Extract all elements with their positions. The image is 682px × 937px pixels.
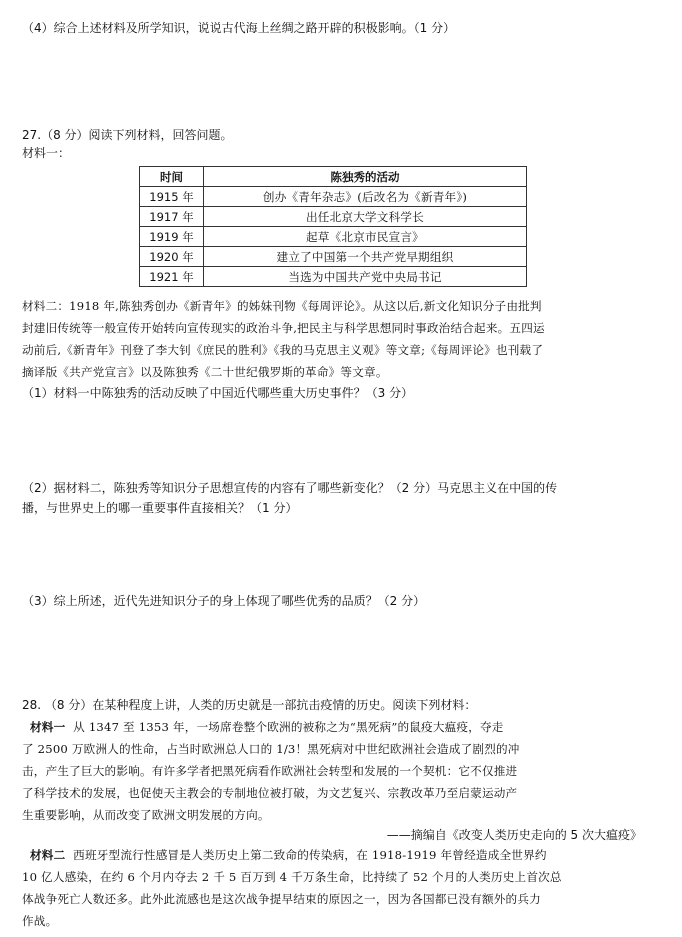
table-cell: 1921 年	[140, 267, 204, 287]
material-1-first-line	[30, 719, 504, 735]
table-row	[140, 207, 527, 227]
material-1-text: 从 1347 至 1353 年，一场席卷整个欧洲的被称之为“黑死病”的鼠疫大瘟疫，夺走	[73, 720, 504, 734]
table-row	[140, 267, 527, 287]
material-1-line: 击，产生了巨大的影响。有许多学者把黑死病看作欧洲社会转型和发展的一个契机：它不仅推进	[22, 764, 518, 778]
table-cell: 建立了中国第一个共产党早期组织	[204, 247, 527, 267]
question-27-title: 27.（8 分）阅读下列材料，回答问题。	[22, 128, 233, 142]
table-cell: 当选为中国共产党中央局书记	[204, 267, 527, 287]
table-row	[140, 247, 527, 267]
material-1-line: 生重要影响，从而改变了欧洲文明发展的方向。	[22, 808, 270, 822]
material-2-label: 材料二	[30, 848, 66, 862]
material-1-label: 材料一：	[22, 146, 71, 160]
material-2-text: 西班牙型流行性感冒是人类历史上第二致命的传染病，在 1918-1919 年曾经造成全世界约	[73, 848, 547, 862]
table-cell: 起草《北京市民宣言》	[204, 227, 527, 247]
question-4: （4）综合上述材料及所学知识，说说古代海上丝绸之路开辟的积极影响。（1 分）	[22, 21, 456, 35]
table-header: 时间	[140, 167, 204, 187]
table-row	[140, 227, 527, 247]
question-27-2-line: 播，与世界史上的哪一重要事件直接相关？（1 分）	[22, 501, 298, 515]
activity-table	[139, 166, 527, 287]
material-2-line: 10 亿人感染，在约 6 个月内夺去 2 千 5 百万到 4 千万条生命，比持续了 52 个月的人类历史上首次总	[22, 870, 562, 884]
table-header-row	[140, 167, 527, 187]
question-27-1: （1）材料一中陈独秀的活动反映了中国近代哪些重大历史事件？（3 分）	[22, 386, 414, 400]
material-2-line: 材料二：1918 年,陈独秀创办《新青年》的姊妹刊物《每周评论》。从这以后,新文化知识分子由批判	[22, 299, 542, 313]
table-cell: 1915 年	[140, 187, 204, 207]
table-cell: 创办《青年杂志》(后改名为《新青年》)	[204, 187, 527, 207]
table-cell: 出任北京大学文科学长	[204, 207, 527, 227]
material-2-first-line	[30, 847, 547, 863]
material-1-line: 了 2500 万欧洲人的性命，占当时欧洲总人口的 1/3！黑死病对中世纪欧洲社会造成了剧烈的冲	[22, 742, 520, 756]
table-cell: 1917 年	[140, 207, 204, 227]
material-2-line: 作战。	[22, 914, 58, 928]
question-27-3: （3）综上所述，近代先进知识分子的身上体现了哪些优秀的品质？（2 分）	[22, 594, 426, 608]
table-header: 陈独秀的活动	[204, 167, 527, 187]
material-2-line: 动前后,《新青年》刊登了李大钊《庶民的胜利》《我的马克思主义观》等文章;《每周评论》也刊载了	[22, 343, 544, 357]
material-1-label: 材料一	[30, 720, 66, 734]
table-row	[140, 187, 527, 207]
question-28-title: 28. （8 分）在某种程度上讲，人类的历史就是一部抗击疫情的历史。阅读下列材料：	[22, 698, 477, 712]
material-2-line: 封建旧传统等一般宣传开始转向宣传现实的政治斗争,把民主与科学思想同时事政治结合起来。五四运	[22, 321, 545, 335]
material-1-source: ——摘编自《改变人类历史走向的 5 次大瘟疫》	[386, 828, 642, 842]
material-2-line: 体战争死亡人数还多。此外此流感也是这次战争提早结束的原因之一，因为各国都已没有额外的兵力	[22, 892, 541, 906]
table-cell: 1920 年	[140, 247, 204, 267]
material-1-line: 了科学技术的发展，也促使天主教会的专制地位被打破，为文艺复兴、宗教改革乃至启蒙运动产	[22, 786, 518, 800]
question-27-2-line: （2）据材料二，陈独秀等知识分子思想宣传的内容有了哪些新变化？（2 分）马克思主义在中国的传	[22, 481, 558, 495]
material-2-line: 摘译版《共产党宣言》以及陈独秀《二十世纪俄罗斯的革命》等文章。	[22, 365, 388, 379]
table-cell: 1919 年	[140, 227, 204, 247]
